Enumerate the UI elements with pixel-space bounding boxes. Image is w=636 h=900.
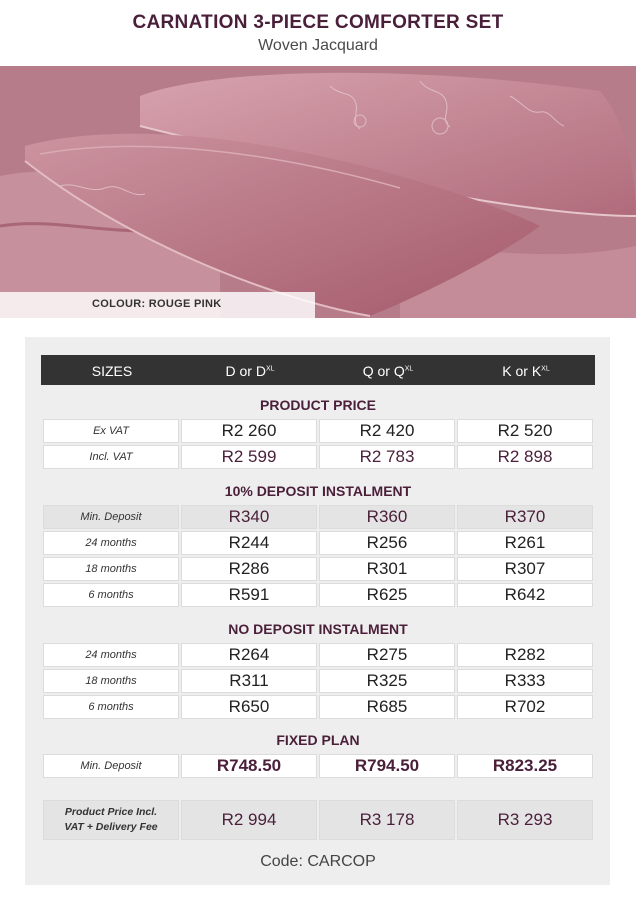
price-cell: R748.50 [181,754,317,778]
row-label: 18 months [43,669,179,693]
price-cell: R2 994 [181,800,317,840]
table-row [43,531,593,555]
table-row [43,583,593,607]
price-cell: R261 [457,531,593,555]
row-label: Ex VAT [43,419,179,443]
price-cell: R2 898 [457,445,593,469]
price-cell: R2 520 [457,419,593,443]
row-label: 24 months [43,643,179,667]
row-label: Incl. VAT [43,445,179,469]
row-label-delivery: Product Price Incl. VAT + Delivery Fee [43,800,179,840]
price-cell: R301 [319,557,455,581]
page-header [0,0,636,66]
section-heading-fixed-plan: FIXED PLAN [276,732,360,748]
price-cell: R370 [457,505,593,529]
code-value: CARCOP [307,853,376,870]
table-row [43,419,593,443]
price-cell: R311 [181,669,317,693]
price-cell: R702 [457,695,593,719]
row-label: 6 months [43,695,179,719]
section-heading-no-deposit: NO DEPOSIT INSTALMENT [228,621,408,637]
table-row [43,643,593,667]
code-label: Code: [260,853,303,870]
product-code [0,853,636,871]
sizes-header [41,355,595,385]
delivery-total-table [41,798,595,842]
price-cell: R286 [181,557,317,581]
price-cell: R244 [181,531,317,555]
section-heading-deposit: 10% DEPOSIT INSTALMENT [224,483,412,499]
price-cell: R685 [319,695,455,719]
price-cell: R325 [319,669,455,693]
price-cell: R333 [457,669,593,693]
price-cell: R2 260 [181,419,317,443]
size-col-queen: Q or $Q^{XL}$ [362,363,414,379]
deposit-instalment-table [41,503,595,609]
colour-label [0,292,315,318]
price-cell: R307 [457,557,593,581]
table-row [43,800,593,840]
sizes-label: SIZES [91,363,133,379]
row-label: Min. Deposit [43,754,179,778]
product-photo [0,66,636,318]
price-cell: R2 599 [181,445,317,469]
row-label: Min. Deposit [43,505,179,529]
pillow-illustration [0,66,636,318]
table-row [43,445,593,469]
price-cell: R282 [457,643,593,667]
no-deposit-table [41,641,595,721]
table-row [43,754,593,778]
price-cell: R340 [181,505,317,529]
product-subtitle: Woven Jacquard [258,37,378,54]
table-row [43,505,593,529]
size-col-king: K or $K^{XL}$ [502,363,550,379]
section-heading-product-price: PRODUCT PRICE [260,397,376,413]
price-cell: R2 783 [319,445,455,469]
price-cell: R2 420 [319,419,455,443]
price-cell: R625 [319,583,455,607]
table-row [43,695,593,719]
price-cell: R275 [319,643,455,667]
table-row [43,669,593,693]
price-cell: R3 178 [319,800,455,840]
row-label: 6 months [43,583,179,607]
price-cell: R360 [319,505,455,529]
price-cell: R3 293 [457,800,593,840]
price-cell: R794.50 [319,754,455,778]
product-title: CARNATION 3-PIECE COMFORTER SET [132,12,504,33]
size-col-double: D or $D^{XL}$ [225,363,275,379]
price-cell: R823.25 [457,754,593,778]
product-price-table [41,417,595,471]
price-cell: R650 [181,695,317,719]
price-cell: R642 [457,583,593,607]
colour-label-text: COLOUR: ROUGE PINK [92,298,222,310]
row-label: 18 months [43,557,179,581]
price-cell: R256 [319,531,455,555]
price-cell: R264 [181,643,317,667]
fixed-plan-table [41,752,595,780]
table-row [43,557,593,581]
row-label: 24 months [43,531,179,555]
price-cell: R591 [181,583,317,607]
